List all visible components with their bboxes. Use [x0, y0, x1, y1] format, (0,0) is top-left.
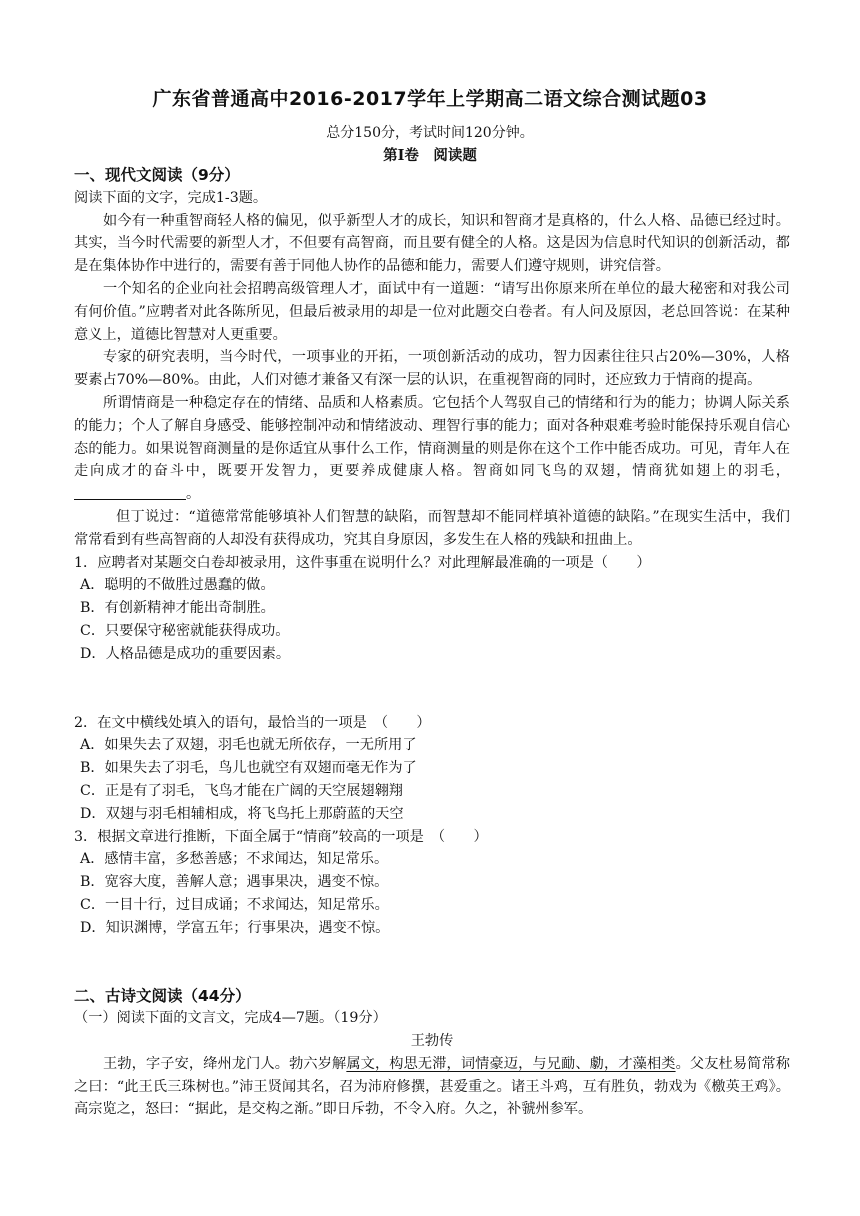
document-body	[74, 164, 790, 1121]
answer-option[interactable]: C．正是有了羽毛，飞鸟才能在广阔的天空展翅翱翔	[80, 782, 403, 799]
paragraph-text: 所谓情商是一种稳定存在的情绪、品质和人格素质。它包括个人驾驭自己的情绪和行为的能力；协调人际关系的能力；个人了解自身感受、能够控制冲动和情绪波动、理智行事的能力；面对各种艰难考验时能保持乐观自信心态的能力。如果说智商测量的是你适宜从事什么工作，情商测量的则是你在这个工作中能否成功。可见，青年人在走向成才的奋斗中，既要开发智力，更要养成健康人格。智商如同飞鸟的双翅，情商犹如翅上的羽毛，	[74, 394, 790, 480]
underlined-sentence: 属文，构思无滞，词情豪迈，与兄勔、勮，才藻相类	[346, 1055, 676, 1072]
section-heading: 一、现代文阅读（9分）	[74, 166, 240, 184]
paragraph	[74, 392, 790, 506]
instruction: （一）阅读下面的文言文，完成4—7题。（19分）	[74, 1010, 387, 1027]
fill-blank[interactable]	[74, 485, 186, 500]
paragraph: 如今有一种重智商轻人格的偏见，似乎新型人才的成长，知识和智商才是真格的，什么人格、品德已经过时。其实，当今时代需要的新型人才，不但要有高智商，而且要有健全的人格。这是因为信息时代知识的创新活动，都是在集体协作中进行的，需要有善于同他人协作的品德和能力，需要人们遵守规则，讲究信誉。	[74, 212, 790, 275]
page-title: 广东省普通高中2016-2017学年上学期高二语文综合测试题03	[152, 88, 708, 110]
paragraph: 一个知名的企业向社会招聘高级管理人才，面试中有一道题：“请写出你原来所在单位的最大秘密和对我公司有何价值。”应聘者对此各陈所见，但最后被录用的却是一位对此题交白卷者。有人问及原因，老总回答说：在某种意义上，道德比智慧对人更重要。	[74, 280, 790, 343]
answer-option[interactable]: D．双翅与羽毛相辅相成，将飞鸟托上那蔚蓝的天空	[80, 805, 404, 822]
answer-option[interactable]: D．知识渊博，学富五年；行事果决，遇变不惊。	[80, 919, 390, 936]
spacer	[74, 940, 790, 985]
passage-text: 王勃，字子安，绛州龙门人。勃六岁解	[103, 1055, 347, 1072]
paragraph: 但丁说过：“道德常常能够填补人们智慧的缺陷，而智慧却不能同样填补道德的缺陷。”在现实生活中，我们常常看到有些高智商的人却没有获得成功，究其自身原因，多发生在人格的残缺和扭曲上。	[74, 508, 790, 548]
exam-info: 总分150分，考试时间120分钟。	[326, 125, 534, 141]
paragraph-end: 。	[186, 486, 201, 503]
answer-option[interactable]: C．只要保守秘密就能获得成功。	[80, 622, 290, 639]
answer-option[interactable]: B．有创新精神才能出奇制胜。	[80, 600, 275, 617]
part-heading: 第I卷 阅读题	[383, 147, 477, 164]
section-heading: 二、古诗文阅读（44分）	[74, 986, 251, 1005]
passage-title: 王勃传	[410, 1033, 454, 1050]
passage-text: 。父友杜易简常称之曰：“此王氏三珠树也。”沛王贤闻其名，召为沛府修撰，甚爱重之。诸王斗鸡，互有胜负，勃戏为《檄英王鸡》。高宗览之，怒曰：“据此，是交构之渐。”即日斥勃，不令入府。久之，补虢州参军。	[74, 1055, 790, 1118]
paragraph: 专家的研究表明，当今时代，一项事业的开拓，一项创新活动的成功，智力因素往往只占20%—30%，人格要素占70%—80%。由此，人们对德才兼备又有深一层的认识，在重视智商的同时，还应致力于情商的提高。	[74, 349, 790, 389]
answer-option[interactable]: D．人格品德是成功的重要因素。	[80, 645, 291, 662]
answer-option[interactable]: B．如果失去了羽毛，鸟儿也就空有双翅而毫无作为了	[80, 760, 417, 777]
answer-option[interactable]: A．如果失去了双翅，羽毛也就无所依存，一无所用了	[80, 737, 417, 754]
answer-option[interactable]: C．一目十行，过目成诵；不求闻达，知足常乐。	[80, 896, 389, 913]
question-stem: 3．根据文章进行推断，下面全属于“情商”较高的一项是 （ ）	[74, 828, 488, 845]
question-stem: 2．在文中横线处填入的语句，最恰当的一项是 （ ）	[74, 714, 431, 731]
spacer	[74, 666, 790, 712]
answer-option[interactable]: B．宽容大度，善解人意；遇事果决，遇变不惊。	[80, 874, 389, 891]
question-stem: 1．应聘者对某题交白卷却被录用，这件事重在说明什么？对此理解最准确的一项是（ ）	[74, 554, 651, 571]
answer-option[interactable]: A．聪明的不做胜过愚蠢的做。	[80, 577, 275, 594]
answer-option[interactable]: A．感情丰富，多愁善感；不求闻达，知足常乐。	[80, 851, 389, 868]
instruction: 阅读下面的文字，完成1-3题。	[74, 189, 268, 206]
passage	[74, 1053, 790, 1121]
